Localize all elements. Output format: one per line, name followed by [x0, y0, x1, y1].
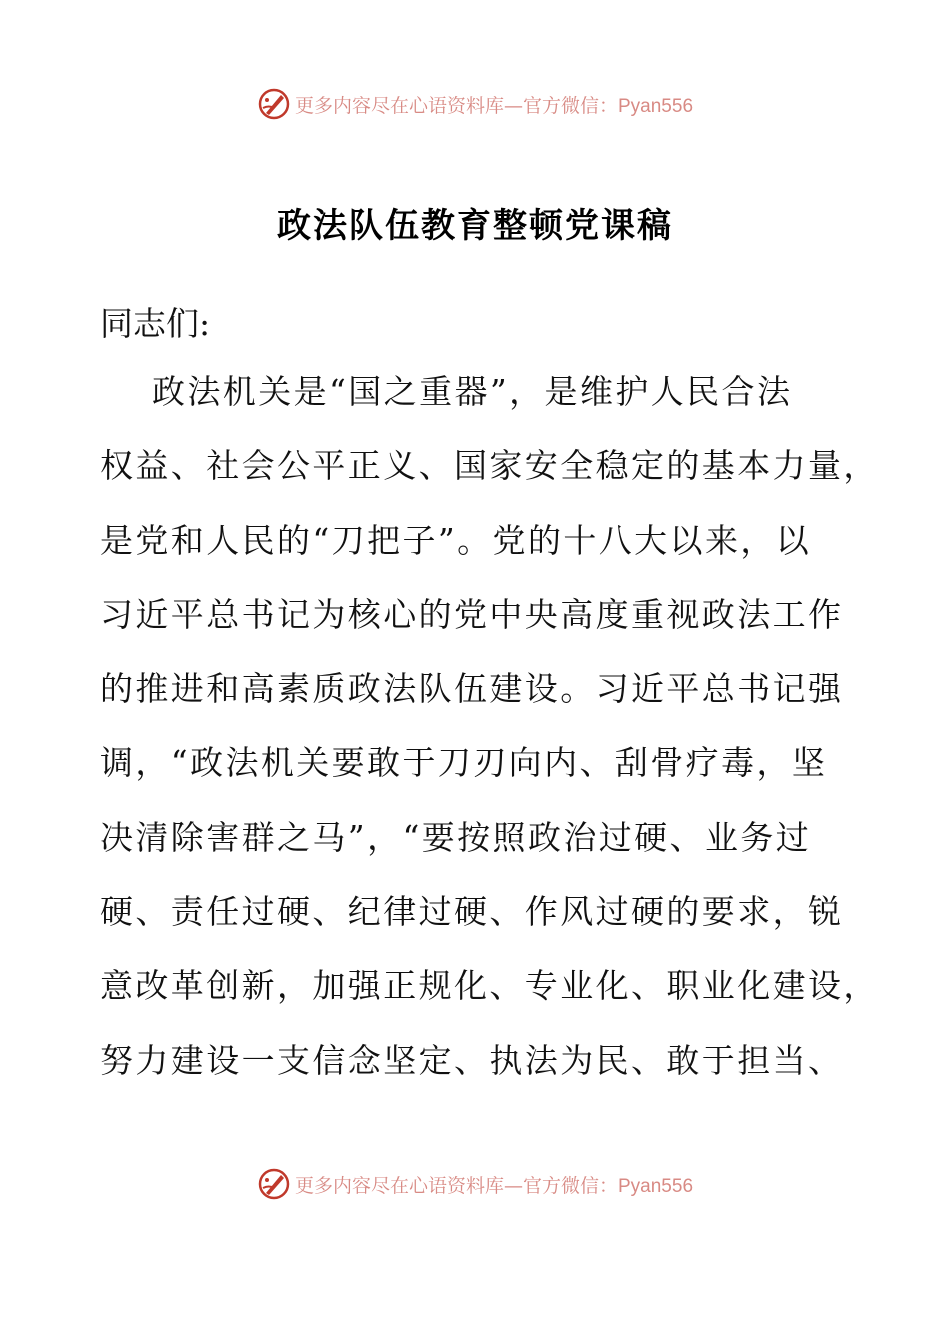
body-line	[100, 808, 870, 882]
body-line-text: 调，“政法机关要敢于刀刃向内、刮骨疗毒，坚	[100, 743, 828, 783]
body-line	[100, 733, 870, 807]
document-title: 政法队伍教育整顿党课稿	[277, 206, 673, 246]
body-line	[100, 436, 879, 510]
body-line-text: 权益、社会公平正义、国家安全稳定的基本力量，	[100, 446, 879, 486]
body-line-text: 是党和人民的“刀把子”。党的十八大以来，以	[100, 520, 812, 560]
body-line-text: 硬、责任过硬、纪律过硬、作风过硬的要求，锐	[100, 892, 844, 932]
body-line	[100, 511, 870, 585]
quill-pen-logo-icon	[257, 87, 291, 121]
body-line	[100, 1031, 870, 1105]
body-line	[100, 956, 879, 1030]
body-line-text: 习近平总书记为核心的党中央高度重视政法工作	[100, 594, 844, 634]
footer-watermark-banner	[0, 1164, 950, 1204]
salutation: 同志们:	[100, 304, 211, 343]
footer-watermark-cn: 更多内容尽在心语资料库—官方微信：	[294, 1174, 618, 1197]
body-line-text: 的推进和高素质政法队伍建设。习近平总书记强	[100, 669, 844, 709]
body-line	[100, 882, 870, 956]
body-paragraph	[100, 362, 879, 1105]
header-watermark-text	[295, 91, 693, 118]
body-line-text: 努力建设一支信念坚定、执法为民、敢于担当、	[100, 1040, 844, 1080]
header-watermark-cn: 更多内容尽在心语资料库—官方微信：	[294, 94, 618, 117]
body-line-text: 意改革创新，加强正规化、专业化、职业化建设，	[100, 966, 879, 1006]
header-watermark-banner	[0, 84, 950, 124]
body-line-text: 决清除害群之马”，“要按照政治过硬、业务过	[100, 817, 812, 857]
footer-watermark-id: Pyan556	[618, 1175, 694, 1197]
quill-pen-logo-icon	[257, 1167, 291, 1201]
body-line	[100, 659, 870, 733]
header-watermark-id: Pyan556	[618, 95, 694, 117]
body-line	[100, 585, 870, 659]
body-line	[100, 362, 870, 436]
body-line-text: 政法机关是“国之重器”，是维护人民合法	[152, 372, 793, 411]
footer-watermark-text	[295, 1171, 693, 1198]
